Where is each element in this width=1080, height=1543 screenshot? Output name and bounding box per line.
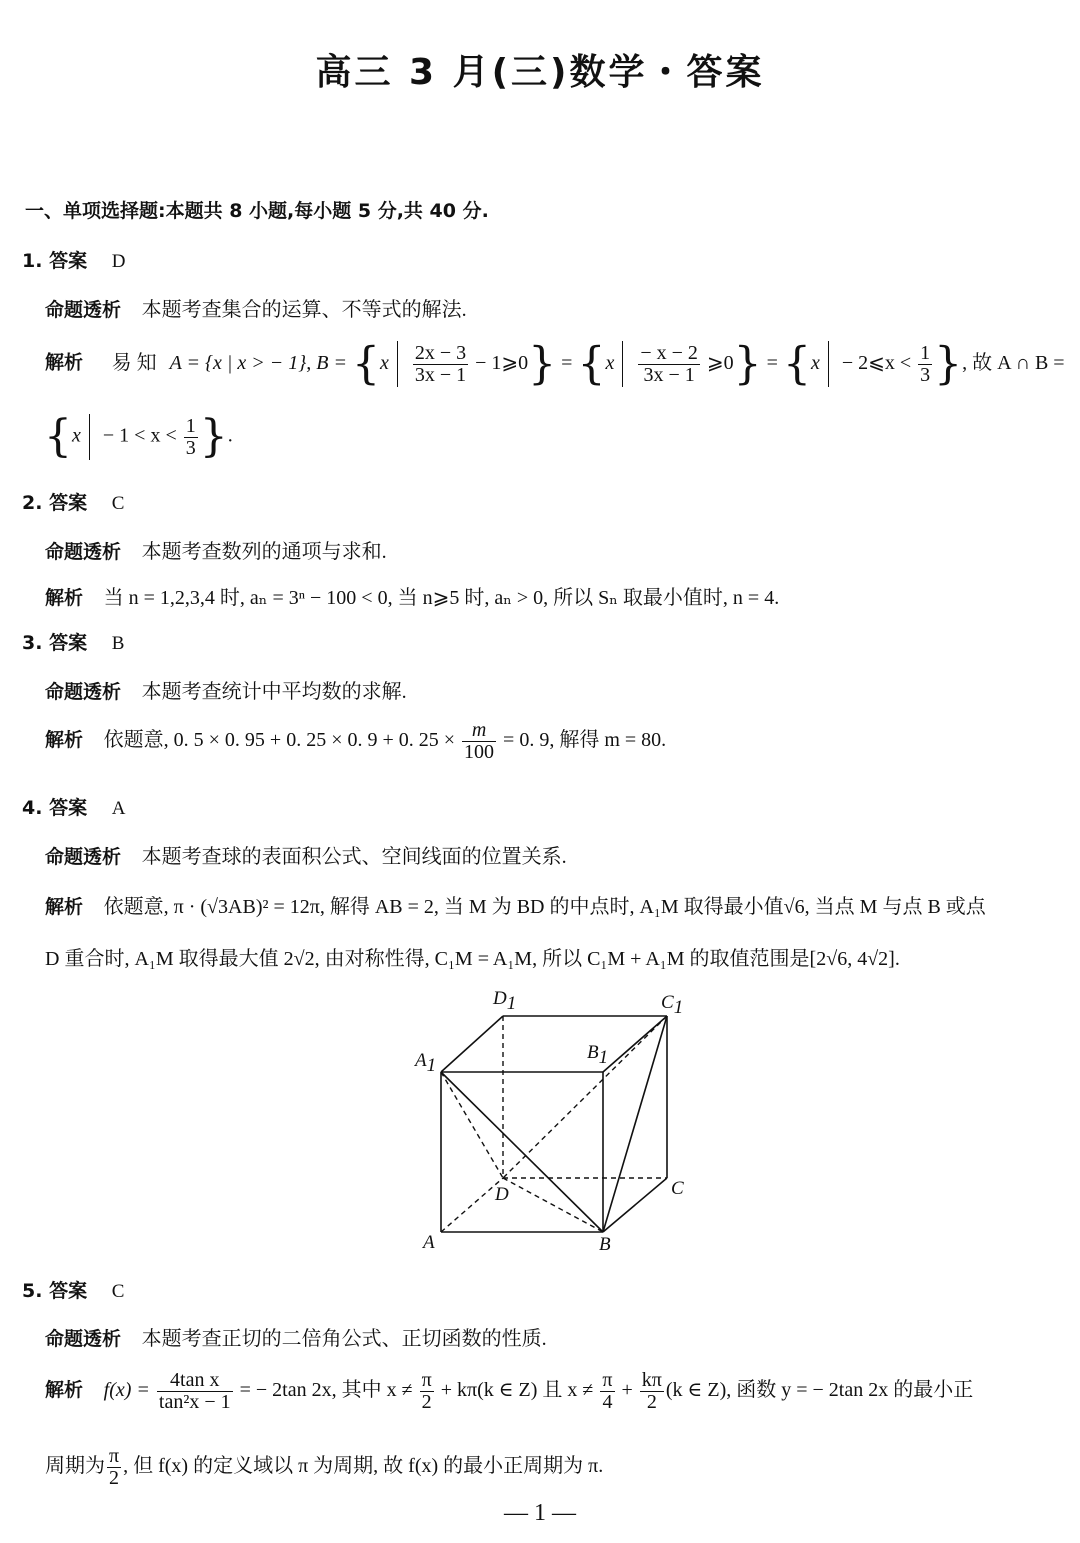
q3-sol-tail: = 0. 9, 解得 m = 80.: [503, 729, 667, 752]
q3-intent-text: 本题考查统计中平均数的求解.: [141, 681, 407, 703]
q3-frac: $\frac{m}{100}$: [464, 719, 495, 763]
label-C: C: [671, 1178, 684, 1199]
q5-solution-line2: 周期为 $\frac{\pi}{2}$ , 但 f(x) 的定义域以 π 为周期, 故 f(x) 的最小正周期为 π.: [45, 1445, 604, 1489]
edge-AD: [441, 1178, 503, 1232]
q1-answer-value: D: [111, 251, 126, 272]
q2-intent-row: [45, 535, 387, 564]
q1-intent-row: [45, 293, 467, 322]
q2-solution-text: 当 n = 1,2,3,4 时, aₙ = 3ⁿ − 100 < 0, 当 n⩾5 时, aₙ > 0, 所以 Sₙ 取最小值时, n = 4.: [103, 587, 780, 609]
q1-solution-row: 解析 易 知 A = {x | x > − 1}, B = {x $\frac{2x - 3}{3x - 1}$ − 1⩾0} = {x $\frac{- x - 2}{3x - 1}$ ⩾0} = {x − 2⩽x < $\frac{1}{3}$ }, 故 A ∩ B =: [45, 338, 1065, 389]
edge-BC: [603, 1178, 667, 1232]
section-heading: 一、单项选择题:本题共 8 小题,每小题 5 分,共 40 分.: [25, 200, 489, 222]
label-D1: D1: [493, 988, 517, 1014]
q5-solution-label: 解析: [45, 1379, 84, 1402]
q2-answer-value: C: [111, 493, 125, 514]
q1-answer-row: [22, 246, 125, 273]
cube-figure: [405, 980, 695, 1255]
q5-answer-label: 答案: [49, 1280, 88, 1302]
q1-frac-2: $\frac{- x - 2}{3x - 1}$: [640, 341, 698, 386]
q4-solution-line1: 依题意, π · (√3AB)² = 12π, 解得 AB = 2, 当 M 为 BD 的中点时, A₁M 取得最小值√6, 当点 M 与点 B 或点: [103, 896, 986, 918]
q5-answer-value: C: [111, 1281, 125, 1302]
label-B: B: [599, 1234, 611, 1255]
q1-frac-4: $\frac{1}{3}$: [185, 414, 196, 459]
q1-frac-3: $\frac{1}{3}$: [920, 341, 931, 386]
q1-solution-line2: {x − 1 < x < $\frac{1}{3}$ }.: [44, 411, 233, 462]
q1-number: 1.: [22, 250, 43, 272]
q5-intent-text: 本题考查正切的二倍角公式、正切函数的性质.: [141, 1328, 547, 1350]
q1-sol-lead: 易 知: [111, 351, 157, 374]
label-C1: C1: [661, 992, 684, 1018]
q3-answer-value: B: [111, 633, 125, 654]
q4-answer-row: [22, 793, 125, 820]
page-title: 高三 3 月(三)数学・答案: [315, 52, 765, 93]
q3-answer-row: [22, 628, 124, 655]
q3-number: 3.: [22, 632, 43, 654]
q1-intent-text: 本题考查集合的运算、不等式的解法.: [141, 299, 467, 321]
q1-intent-label: 命题透析: [45, 299, 122, 321]
edge-B1C1: [603, 1016, 667, 1072]
q1-answer-label: 答案: [49, 250, 88, 272]
q4-answer-label: 答案: [49, 797, 88, 819]
q5-frac-p4: $\frac{\pi}{2}$: [109, 1445, 120, 1489]
q3-intent-row: [45, 675, 407, 704]
q2-solution-label: 解析: [45, 587, 84, 609]
q1-sol-a: A = {x | x > − 1}, B =: [169, 351, 347, 374]
q5-frac-f: $\frac{\text{4tan x}}{\text{tan²x − 1}}$: [158, 1369, 231, 1413]
q4-intent-label: 命题透析: [45, 846, 122, 868]
q1-frac-1: $\frac{2x - 3}{3x - 1}$: [414, 341, 467, 386]
q3-sol-head: 依题意, 0. 5 × 0. 95 + 0. 25 × 0. 9 + 0. 25 ×: [103, 729, 456, 752]
q4-number: 4.: [22, 797, 43, 819]
q5-number: 5.: [22, 1280, 43, 1302]
q5-intent-label: 命题透析: [45, 1328, 122, 1350]
q4-answer-value: A: [111, 798, 126, 819]
diag-A1B: [441, 1072, 603, 1232]
q5-frac-p2: $\frac{\pi}{4}$: [602, 1369, 613, 1413]
edge-A1D1: [441, 1016, 503, 1072]
q2-answer-row: [22, 488, 124, 515]
q3-answer-label: 答案: [49, 632, 88, 654]
q5-frac-p3: $\frac{k\pi}{2}$: [641, 1369, 662, 1413]
q4-solution-label: 解析: [45, 896, 84, 918]
q4-solution-row: [45, 890, 986, 919]
diag-DB: [503, 1178, 603, 1232]
q3-intent-label: 命题透析: [45, 681, 122, 703]
q4-solution-line2: D 重合时, A₁M 取得最大值 2√2, 由对称性得, C₁M = A₁M, 所以 C₁M + A₁M 的取值范围是[2√6, 4√2].: [45, 948, 900, 970]
q4-intent-text: 本题考查球的表面积公式、空间线面的位置关系.: [141, 846, 567, 868]
label-B1: B1: [587, 1042, 609, 1068]
label-A: A: [423, 1232, 435, 1253]
label-D: D: [495, 1184, 509, 1205]
q3-solution-label: 解析: [45, 729, 84, 752]
q5-intent-row: [45, 1322, 547, 1351]
page-number: — 1 —: [504, 1500, 576, 1526]
q1-solution-label: 解析: [45, 351, 84, 374]
label-A1: A1: [415, 1050, 437, 1076]
q5-solution-row: 解析 f(x) = $\frac{\text{4tan x}}{\text{tan²x − 1}}$ = − 2tan 2x, 其中 x ≠ $\frac{\pi}{2}$ + kπ(k ∈ Z) 且 x ≠ $\frac{\pi}{4}$ + $\frac{k\pi}{2}$ (k ∈ Z), 函数 y = − 2tan 2x 的最小正: [45, 1369, 974, 1413]
q2-solution-row: [45, 581, 779, 610]
q4-intent-row: [45, 840, 567, 869]
q2-answer-label: 答案: [49, 492, 88, 514]
q2-intent-label: 命题透析: [45, 541, 122, 563]
q3-solution-row: [45, 720, 666, 763]
q2-number: 2.: [22, 492, 43, 514]
q5-frac-p1: $\frac{\pi}{2}$: [421, 1369, 432, 1413]
q2-intent-text: 本题考查数列的通项与求和.: [141, 541, 387, 563]
q5-answer-row: [22, 1276, 124, 1303]
